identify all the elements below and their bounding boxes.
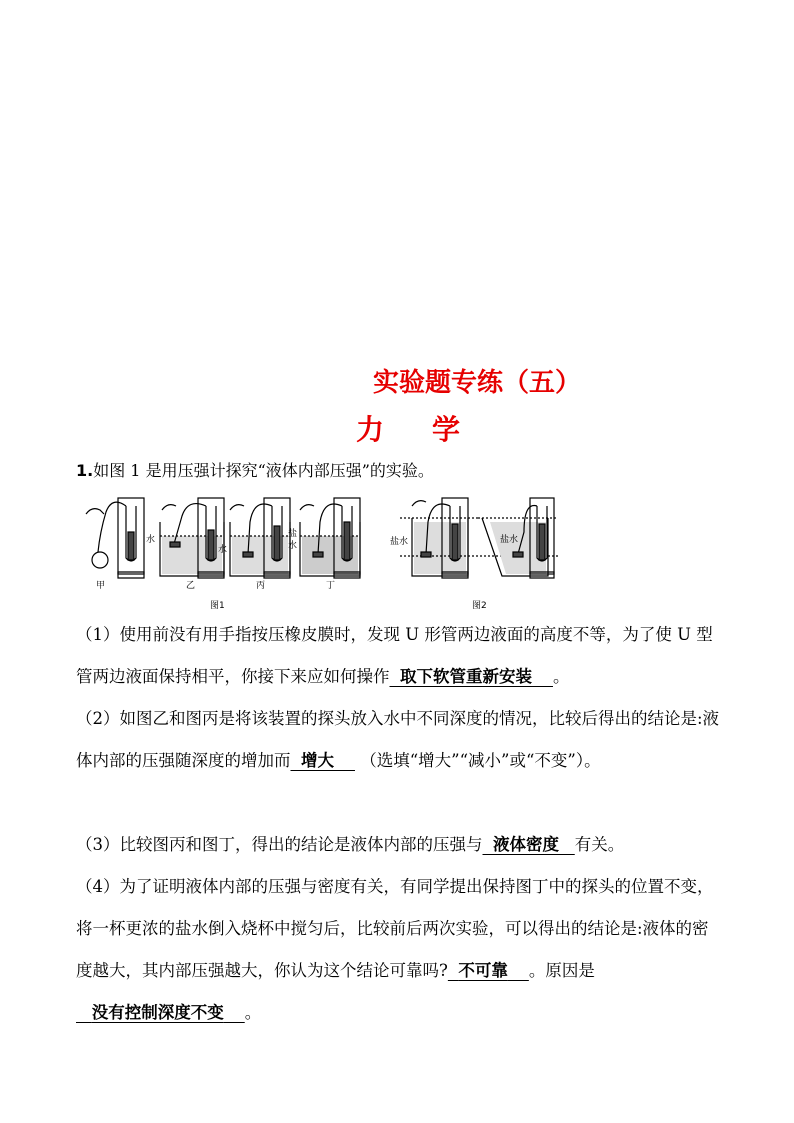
answer-3: 液体密度 xyxy=(493,835,559,854)
question-number: 1. xyxy=(76,461,94,480)
figure-jia xyxy=(86,498,144,578)
label-water-bing: 水 xyxy=(218,545,228,555)
question-stem: 1.如图 1 是用压强计探究“液体内部压强”的实验。 xyxy=(76,461,434,480)
label-ding: 丁 xyxy=(326,581,336,591)
figure-bing xyxy=(230,498,290,578)
label-water-yi: 水 xyxy=(146,535,156,545)
subtitle-char-1: 力 xyxy=(356,413,385,446)
label-salt-water-left: 盐水 xyxy=(390,537,409,547)
part-3: （3）比较图丙和图丁，得出的结论是液体内部的压强与 液体密度 有关。 xyxy=(76,835,625,854)
figure-yi xyxy=(160,498,224,578)
answer-2: 增大 xyxy=(301,751,334,770)
label-salt-water-right: 盐水 xyxy=(500,535,519,545)
part-2: （2）如图乙和图丙是将该装置的探头放入水中不同深度的情况，比较后得出的结论是:液体内部的压强随深度的增加而 增大 （选填“增大”“减小”或“不变”）。 xyxy=(76,709,720,770)
label-salt: 盐 xyxy=(288,529,298,539)
label-bing: 丙 xyxy=(256,581,266,591)
part-1: （1）使用前没有用手指按压橡皮膜时，发现 U 形管两边液面的高度不等，为了使 U 型管两边液面保持相平，你接下来应如何操作 取下软管重新安装 。 xyxy=(76,625,713,686)
figure-2-caption: 图2 xyxy=(472,601,487,611)
label-jia: 甲 xyxy=(96,581,106,591)
page-title: 实验题专练（五） xyxy=(372,368,581,398)
part-4: （4）为了证明液体内部的压强与密度有关，有同学提出保持图丁中的探头的位置不变，将一杯更浓的盐水倒入烧杯中搅匀后，比较前后两次实验，可以得出的结论是:液体的密度越大，其内部压强越大，你认为这个结论可靠吗? 不可靠 。原因是 没有控制深度不变 。 xyxy=(76,877,714,1022)
label-yi: 乙 xyxy=(186,581,196,591)
figure-1-caption: 图1 xyxy=(210,601,225,611)
answer-4b: 没有控制深度不变 xyxy=(91,1003,224,1022)
page-subtitle xyxy=(356,408,460,448)
label-salt-water: 水 xyxy=(288,541,298,551)
answer-1: 取下软管重新安装 xyxy=(400,667,532,686)
answer-4a: 不可靠 xyxy=(458,961,508,980)
pressure-gauge-figure xyxy=(78,492,558,612)
subtitle-char-2: 学 xyxy=(432,413,461,446)
figure-ding xyxy=(300,498,360,578)
